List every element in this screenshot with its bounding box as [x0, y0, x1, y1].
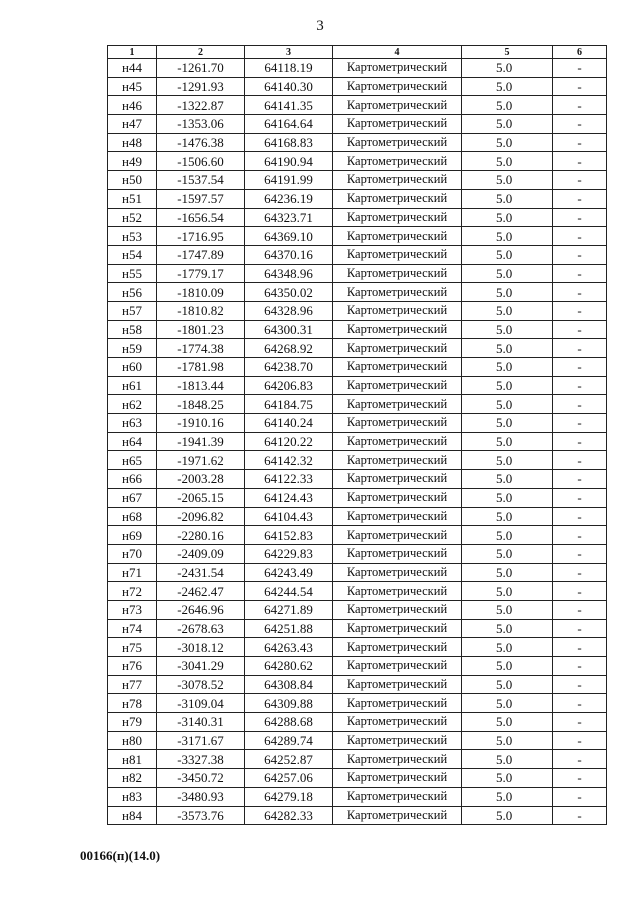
cell-accuracy: 5.0 [462, 806, 553, 825]
cell-accuracy: 5.0 [462, 301, 553, 320]
cell-method: Картометрический [333, 787, 462, 806]
cell-point-id: н63 [108, 414, 157, 433]
cell-method: Картометрический [333, 208, 462, 227]
cell-method: Картометрический [333, 376, 462, 395]
cell-coord-y: 64271.89 [245, 600, 333, 619]
cell-coord-x: -1476.38 [157, 133, 245, 152]
table-row [108, 320, 607, 339]
cell-method: Картометрический [333, 96, 462, 115]
cell-coord-x: -2096.82 [157, 507, 245, 526]
cell-point-id: н56 [108, 283, 157, 302]
cell-accuracy: 5.0 [462, 563, 553, 582]
cell-method: Картометрический [333, 133, 462, 152]
cell-point-id: н45 [108, 77, 157, 96]
cell-note: - [553, 339, 607, 358]
cell-note: - [553, 395, 607, 414]
cell-point-id: н49 [108, 152, 157, 171]
cell-point-id: н51 [108, 189, 157, 208]
cell-note: - [553, 264, 607, 283]
cell-coord-x: -1910.16 [157, 414, 245, 433]
cell-note: - [553, 638, 607, 657]
cell-note: - [553, 713, 607, 732]
cell-accuracy: 5.0 [462, 507, 553, 526]
cell-note: - [553, 133, 607, 152]
cell-coord-y: 64229.83 [245, 544, 333, 563]
cell-coord-x: -3041.29 [157, 657, 245, 676]
table-row [108, 787, 607, 806]
cell-coord-x: -2409.09 [157, 544, 245, 563]
cell-method: Картометрический [333, 806, 462, 825]
cell-accuracy: 5.0 [462, 414, 553, 433]
table-row [108, 470, 607, 489]
table-row [108, 96, 607, 115]
cell-coord-x: -1810.09 [157, 283, 245, 302]
cell-note: - [553, 470, 607, 489]
table-row [108, 488, 607, 507]
cell-coord-y: 64280.62 [245, 657, 333, 676]
cell-coord-x: -3327.38 [157, 750, 245, 769]
cell-accuracy: 5.0 [462, 189, 553, 208]
cell-note: - [553, 488, 607, 507]
cell-accuracy: 5.0 [462, 208, 553, 227]
cell-coord-y: 64238.70 [245, 358, 333, 377]
cell-point-id: н53 [108, 227, 157, 246]
cell-point-id: н64 [108, 432, 157, 451]
cell-note: - [553, 189, 607, 208]
cell-coord-y: 64251.88 [245, 619, 333, 638]
cell-coord-y: 64190.94 [245, 152, 333, 171]
table-row [108, 77, 607, 96]
cell-coord-y: 64243.49 [245, 563, 333, 582]
table-row [108, 451, 607, 470]
table-row [108, 638, 607, 657]
cell-note: - [553, 544, 607, 563]
page-number: 3 [316, 18, 324, 34]
cell-note: - [553, 59, 607, 78]
cell-coord-x: -3078.52 [157, 675, 245, 694]
cell-coord-x: -1801.23 [157, 320, 245, 339]
table-row [108, 339, 607, 358]
cell-coord-y: 64309.88 [245, 694, 333, 713]
cell-point-id: н77 [108, 675, 157, 694]
cell-coord-y: 64323.71 [245, 208, 333, 227]
cell-coord-x: -2678.63 [157, 619, 245, 638]
cell-method: Картометрический [333, 171, 462, 190]
table-row [108, 376, 607, 395]
cell-point-id: н82 [108, 769, 157, 788]
cell-accuracy: 5.0 [462, 339, 553, 358]
cell-accuracy: 5.0 [462, 320, 553, 339]
cell-method: Картометрический [333, 582, 462, 601]
cell-method: Картометрический [333, 283, 462, 302]
cell-accuracy: 5.0 [462, 526, 553, 545]
cell-coord-y: 64279.18 [245, 787, 333, 806]
cell-note: - [553, 806, 607, 825]
cell-method: Картометрический [333, 731, 462, 750]
cell-coord-y: 64328.96 [245, 301, 333, 320]
cell-coord-x: -1774.38 [157, 339, 245, 358]
cell-coord-x: -3018.12 [157, 638, 245, 657]
cell-coord-y: 64263.43 [245, 638, 333, 657]
cell-coord-y: 64152.83 [245, 526, 333, 545]
cell-note: - [553, 432, 607, 451]
cell-point-id: н76 [108, 657, 157, 676]
table-row [108, 115, 607, 134]
cell-note: - [553, 320, 607, 339]
cell-method: Картометрический [333, 77, 462, 96]
cell-point-id: н72 [108, 582, 157, 601]
cell-coord-x: -2065.15 [157, 488, 245, 507]
cell-accuracy: 5.0 [462, 96, 553, 115]
column-header-6: 6 [553, 46, 607, 59]
cell-accuracy: 5.0 [462, 694, 553, 713]
document-code: 00166(п)(14.0) [80, 848, 161, 863]
cell-coord-x: -1716.95 [157, 227, 245, 246]
cell-point-id: н78 [108, 694, 157, 713]
cell-point-id: н65 [108, 451, 157, 470]
cell-point-id: н44 [108, 59, 157, 78]
cell-accuracy: 5.0 [462, 376, 553, 395]
cell-coord-x: -2280.16 [157, 526, 245, 545]
cell-point-id: н48 [108, 133, 157, 152]
cell-note: - [553, 152, 607, 171]
cell-note: - [553, 301, 607, 320]
cell-accuracy: 5.0 [462, 171, 553, 190]
table-row [108, 731, 607, 750]
cell-coord-y: 64348.96 [245, 264, 333, 283]
cell-coord-y: 64244.54 [245, 582, 333, 601]
cell-coord-x: -1537.54 [157, 171, 245, 190]
cell-method: Картометрический [333, 264, 462, 283]
cell-note: - [553, 769, 607, 788]
cell-coord-y: 64191.99 [245, 171, 333, 190]
header-row [108, 46, 607, 59]
cell-accuracy: 5.0 [462, 619, 553, 638]
cell-coord-y: 64308.84 [245, 675, 333, 694]
table-row [108, 713, 607, 732]
cell-accuracy: 5.0 [462, 358, 553, 377]
cell-accuracy: 5.0 [462, 657, 553, 676]
cell-point-id: н73 [108, 600, 157, 619]
table-row [108, 694, 607, 713]
table-row [108, 750, 607, 769]
cell-method: Картометрический [333, 769, 462, 788]
table-row [108, 133, 607, 152]
cell-method: Картометрический [333, 638, 462, 657]
cell-note: - [553, 507, 607, 526]
cell-accuracy: 5.0 [462, 432, 553, 451]
cell-point-id: н60 [108, 358, 157, 377]
cell-point-id: н61 [108, 376, 157, 395]
table-row [108, 544, 607, 563]
cell-method: Картометрический [333, 320, 462, 339]
cell-accuracy: 5.0 [462, 769, 553, 788]
cell-method: Картометрический [333, 563, 462, 582]
cell-point-id: н52 [108, 208, 157, 227]
table-body [108, 59, 607, 825]
cell-point-id: н57 [108, 301, 157, 320]
cell-coord-x: -2646.96 [157, 600, 245, 619]
cell-coord-x: -2431.54 [157, 563, 245, 582]
table-row [108, 769, 607, 788]
cell-coord-x: -1781.98 [157, 358, 245, 377]
cell-method: Картометрический [333, 395, 462, 414]
table-row [108, 59, 607, 78]
cell-method: Картометрический [333, 488, 462, 507]
cell-coord-x: -1656.54 [157, 208, 245, 227]
cell-coord-y: 64289.74 [245, 731, 333, 750]
cell-note: - [553, 376, 607, 395]
cell-note: - [553, 619, 607, 638]
table-row [108, 657, 607, 676]
cell-note: - [553, 657, 607, 676]
cell-coord-y: 64184.75 [245, 395, 333, 414]
cell-method: Картометрический [333, 339, 462, 358]
cell-note: - [553, 787, 607, 806]
cell-method: Картометрический [333, 526, 462, 545]
column-header-1: 1 [108, 46, 157, 59]
cell-point-id: н62 [108, 395, 157, 414]
cell-method: Картометрический [333, 619, 462, 638]
cell-point-id: н84 [108, 806, 157, 825]
cell-method: Картометрический [333, 227, 462, 246]
column-header-2: 2 [157, 46, 245, 59]
cell-method: Картометрический [333, 152, 462, 171]
cell-coord-y: 64122.33 [245, 470, 333, 489]
cell-coord-x: -1506.60 [157, 152, 245, 171]
table-row [108, 283, 607, 302]
cell-coord-x: -1261.70 [157, 59, 245, 78]
table-row [108, 806, 607, 825]
cell-point-id: н50 [108, 171, 157, 190]
cell-coord-x: -1848.25 [157, 395, 245, 414]
cell-note: - [553, 77, 607, 96]
table-row [108, 152, 607, 171]
cell-method: Картометрический [333, 713, 462, 732]
cell-coord-y: 64168.83 [245, 133, 333, 152]
cell-method: Картометрический [333, 301, 462, 320]
table-row [108, 507, 607, 526]
cell-coord-x: -1747.89 [157, 245, 245, 264]
cell-point-id: н83 [108, 787, 157, 806]
cell-method: Картометрический [333, 544, 462, 563]
table-row [108, 432, 607, 451]
cell-accuracy: 5.0 [462, 470, 553, 489]
table-row [108, 301, 607, 320]
cell-accuracy: 5.0 [462, 638, 553, 657]
cell-method: Картометрический [333, 657, 462, 676]
cell-accuracy: 5.0 [462, 750, 553, 769]
table-row [108, 414, 607, 433]
cell-coord-y: 64288.68 [245, 713, 333, 732]
cell-coord-x: -1941.39 [157, 432, 245, 451]
cell-coord-x: -3450.72 [157, 769, 245, 788]
cell-coord-y: 64268.92 [245, 339, 333, 358]
cell-coord-y: 64104.43 [245, 507, 333, 526]
cell-accuracy: 5.0 [462, 77, 553, 96]
cell-method: Картометрический [333, 358, 462, 377]
cell-point-id: н80 [108, 731, 157, 750]
cell-coord-y: 64140.30 [245, 77, 333, 96]
cell-coord-x: -2462.47 [157, 582, 245, 601]
cell-coord-y: 64140.24 [245, 414, 333, 433]
cell-point-id: н47 [108, 115, 157, 134]
cell-coord-y: 64350.02 [245, 283, 333, 302]
cell-coord-x: -3480.93 [157, 787, 245, 806]
cell-accuracy: 5.0 [462, 675, 553, 694]
cell-coord-x: -1971.62 [157, 451, 245, 470]
cell-point-id: н67 [108, 488, 157, 507]
cell-point-id: н71 [108, 563, 157, 582]
cell-point-id: н79 [108, 713, 157, 732]
cell-coord-x: -1813.44 [157, 376, 245, 395]
cell-accuracy: 5.0 [462, 133, 553, 152]
cell-note: - [553, 750, 607, 769]
cell-coord-y: 64257.06 [245, 769, 333, 788]
cell-accuracy: 5.0 [462, 787, 553, 806]
cell-note: - [553, 245, 607, 264]
column-header-5: 5 [462, 46, 553, 59]
cell-coord-x: -1353.06 [157, 115, 245, 134]
cell-note: - [553, 171, 607, 190]
cell-coord-y: 64252.87 [245, 750, 333, 769]
cell-point-id: н59 [108, 339, 157, 358]
table-row [108, 189, 607, 208]
cell-method: Картометрический [333, 451, 462, 470]
cell-point-id: н55 [108, 264, 157, 283]
cell-point-id: н69 [108, 526, 157, 545]
cell-accuracy: 5.0 [462, 600, 553, 619]
cell-coord-y: 64164.64 [245, 115, 333, 134]
cell-method: Картометрический [333, 115, 462, 134]
cell-coord-y: 64141.35 [245, 96, 333, 115]
table-row [108, 358, 607, 377]
cell-accuracy: 5.0 [462, 451, 553, 470]
cell-method: Картометрический [333, 245, 462, 264]
cell-coord-x: -3171.67 [157, 731, 245, 750]
cell-point-id: н58 [108, 320, 157, 339]
table-row [108, 563, 607, 582]
cell-coord-x: -1810.82 [157, 301, 245, 320]
table-row [108, 675, 607, 694]
table-row [108, 171, 607, 190]
cell-accuracy: 5.0 [462, 264, 553, 283]
column-header-4: 4 [333, 46, 462, 59]
cell-coord-x: -1779.17 [157, 264, 245, 283]
cell-accuracy: 5.0 [462, 245, 553, 264]
cell-method: Картометрический [333, 189, 462, 208]
table-row [108, 227, 607, 246]
cell-method: Картометрический [333, 750, 462, 769]
cell-coord-x: -1291.93 [157, 77, 245, 96]
cell-method: Картометрический [333, 675, 462, 694]
table-header [108, 46, 607, 59]
cell-method: Картометрический [333, 470, 462, 489]
cell-coord-x: -2003.28 [157, 470, 245, 489]
cell-coord-x: -3109.04 [157, 694, 245, 713]
cell-coord-y: 64142.32 [245, 451, 333, 470]
cell-note: - [553, 675, 607, 694]
cell-note: - [553, 600, 607, 619]
cell-note: - [553, 227, 607, 246]
cell-accuracy: 5.0 [462, 713, 553, 732]
cell-point-id: н68 [108, 507, 157, 526]
cell-coord-y: 64120.22 [245, 432, 333, 451]
cell-point-id: н54 [108, 245, 157, 264]
cell-point-id: н75 [108, 638, 157, 657]
table-row [108, 526, 607, 545]
cell-note: - [553, 96, 607, 115]
cell-coord-x: -1322.87 [157, 96, 245, 115]
coordinates-table [107, 45, 607, 825]
cell-note: - [553, 731, 607, 750]
cell-coord-y: 64282.33 [245, 806, 333, 825]
column-header-3: 3 [245, 46, 333, 59]
cell-accuracy: 5.0 [462, 488, 553, 507]
cell-accuracy: 5.0 [462, 731, 553, 750]
cell-accuracy: 5.0 [462, 395, 553, 414]
cell-point-id: н74 [108, 619, 157, 638]
cell-accuracy: 5.0 [462, 227, 553, 246]
cell-point-id: н46 [108, 96, 157, 115]
cell-coord-x: -3140.31 [157, 713, 245, 732]
table-row [108, 264, 607, 283]
cell-coord-y: 64300.31 [245, 320, 333, 339]
cell-point-id: н70 [108, 544, 157, 563]
cell-coord-y: 64118.19 [245, 59, 333, 78]
cell-note: - [553, 582, 607, 601]
table-row [108, 600, 607, 619]
table-row [108, 245, 607, 264]
cell-note: - [553, 694, 607, 713]
table-row [108, 582, 607, 601]
cell-accuracy: 5.0 [462, 582, 553, 601]
cell-coord-x: -1597.57 [157, 189, 245, 208]
cell-method: Картометрический [333, 600, 462, 619]
cell-accuracy: 5.0 [462, 115, 553, 134]
cell-note: - [553, 526, 607, 545]
cell-method: Картометрический [333, 694, 462, 713]
cell-accuracy: 5.0 [462, 544, 553, 563]
cell-note: - [553, 283, 607, 302]
cell-note: - [553, 115, 607, 134]
cell-note: - [553, 414, 607, 433]
cell-note: - [553, 563, 607, 582]
cell-method: Картометрический [333, 507, 462, 526]
cell-method: Картометрический [333, 414, 462, 433]
cell-coord-y: 64236.19 [245, 189, 333, 208]
cell-note: - [553, 358, 607, 377]
cell-method: Картометрический [333, 59, 462, 78]
cell-note: - [553, 208, 607, 227]
cell-point-id: н66 [108, 470, 157, 489]
cell-accuracy: 5.0 [462, 59, 553, 78]
table-row [108, 619, 607, 638]
cell-coord-x: -3573.76 [157, 806, 245, 825]
cell-accuracy: 5.0 [462, 283, 553, 302]
cell-point-id: н81 [108, 750, 157, 769]
cell-note: - [553, 451, 607, 470]
cell-coord-y: 64124.43 [245, 488, 333, 507]
cell-accuracy: 5.0 [462, 152, 553, 171]
cell-coord-y: 64369.10 [245, 227, 333, 246]
cell-method: Картометрический [333, 432, 462, 451]
table-row [108, 208, 607, 227]
cell-coord-y: 64206.83 [245, 376, 333, 395]
table-row [108, 395, 607, 414]
cell-coord-y: 64370.16 [245, 245, 333, 264]
